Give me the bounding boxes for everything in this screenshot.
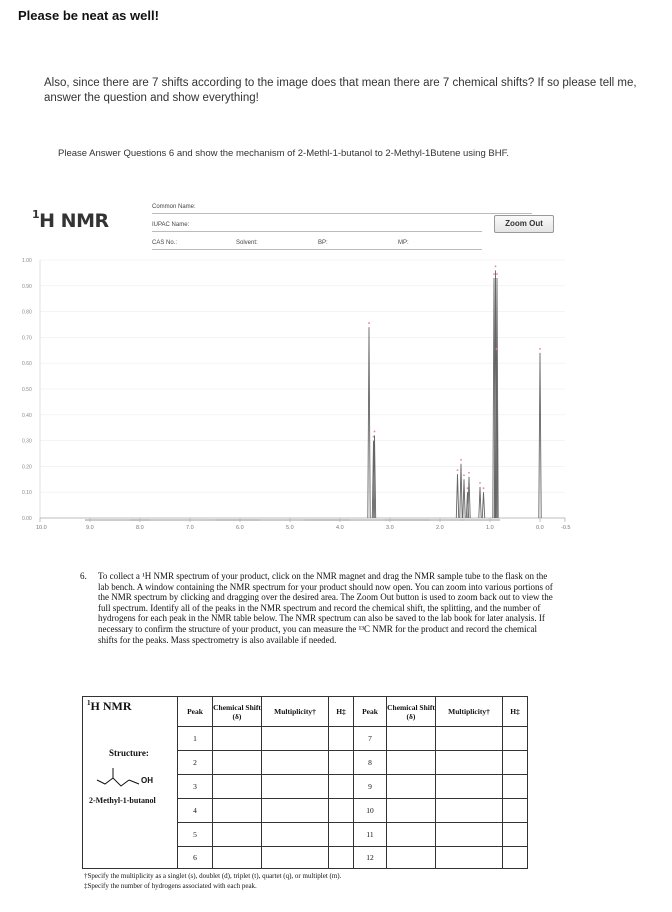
peak-marker bbox=[539, 348, 541, 350]
x-tick-label: 9.0 bbox=[86, 525, 94, 531]
question-6-text: To collect a ¹H NMR spectrum of your product, click on the NMR magnet and drag the NMR sample tube to the flask on the lab bench. A window containing the NMR spectrum for your product should now open. You can zoom into various portions of the NMR spectrum by clicking and dragging over the desired area. The Zoom Out button is used to zoom back out to view the full spectrum. Identify all of the peaks in the NMR spectrum and record the chemical shift, the splitting, and the number of hydrogens for each peak in the NMR table below. The NMR spectrum can also be saved to the lab book for later analysis. If necessary to confirm the structure of your product, you can measure the ¹³C NMR for the product and record the chemical shifts for the peaks. Mass spectrometry is also available if needed. bbox=[98, 571, 553, 645]
shift-cell[interactable] bbox=[213, 727, 262, 751]
structure-cell bbox=[83, 697, 178, 869]
y-tick-label: 0.20 bbox=[22, 464, 32, 471]
spectrum-peak bbox=[463, 479, 465, 518]
multiplicity-cell[interactable] bbox=[436, 799, 503, 823]
common-name-line bbox=[152, 213, 532, 214]
compound-name: 2-Methyl-1-butanol bbox=[89, 796, 156, 805]
h-cell[interactable] bbox=[329, 799, 354, 823]
peak-number: 8 bbox=[354, 751, 387, 775]
question-paragraph: Also, since there are 7 shifts according to the image does that mean there are 7 chemical shifts? If so please tell me, answer the question and show everything! bbox=[44, 77, 637, 104]
x-tick-label: 5.0 bbox=[286, 525, 294, 531]
x-tick-label: 2.0 bbox=[436, 525, 444, 531]
spectrum-peak bbox=[539, 353, 541, 518]
h-cell[interactable] bbox=[503, 727, 528, 751]
table-title bbox=[83, 697, 177, 716]
y-tick-label: 0.40 bbox=[22, 412, 32, 419]
peak-number: 7 bbox=[354, 727, 387, 751]
multiplicity-cell[interactable] bbox=[262, 751, 329, 775]
shift-cell[interactable] bbox=[213, 823, 262, 847]
h-cell[interactable] bbox=[503, 823, 528, 847]
peak-marker bbox=[468, 472, 470, 474]
multiplicity-cell[interactable] bbox=[262, 727, 329, 751]
peak-number: 10 bbox=[354, 799, 387, 823]
spectrum-peak bbox=[368, 327, 370, 518]
peak-number: 6 bbox=[178, 847, 213, 869]
y-tick-label: 0.30 bbox=[22, 438, 32, 445]
x-tick-label: 6.0 bbox=[236, 525, 244, 531]
header-h-left: H‡ bbox=[329, 697, 354, 727]
h-cell[interactable] bbox=[503, 775, 528, 799]
shift-cell[interactable] bbox=[387, 775, 436, 799]
cas-line bbox=[152, 249, 482, 250]
header-multiplicity-left: Multiplicity† bbox=[262, 697, 329, 727]
shift-cell[interactable] bbox=[387, 799, 436, 823]
footnote-hydrogens: ‡Specify the number of hydrogens associated with each peak. bbox=[84, 882, 257, 890]
shift-cell[interactable] bbox=[213, 751, 262, 775]
peak-number: 9 bbox=[354, 775, 387, 799]
bp-label: BP: bbox=[318, 240, 328, 246]
h-cell[interactable] bbox=[329, 727, 354, 751]
y-tick-label: 0.00 bbox=[22, 516, 32, 522]
h-cell[interactable] bbox=[329, 847, 354, 869]
cas-label: CAS No.: bbox=[152, 240, 178, 246]
x-tick-label: 3.0 bbox=[386, 525, 394, 531]
peak-number: 12 bbox=[354, 847, 387, 869]
peak-number: 5 bbox=[178, 823, 213, 847]
shift-cell[interactable] bbox=[387, 727, 436, 751]
nmr-table bbox=[82, 696, 528, 869]
h-cell[interactable] bbox=[329, 823, 354, 847]
spectrum-peaks bbox=[368, 265, 541, 518]
x-tick-label: 4.0 bbox=[336, 525, 344, 531]
nmr-title-text: H NMR bbox=[39, 210, 109, 232]
multiplicity-cell[interactable] bbox=[436, 823, 503, 847]
multiplicity-cell[interactable] bbox=[436, 727, 503, 751]
peak-marker bbox=[496, 348, 498, 350]
multiplicity-cell[interactable] bbox=[436, 751, 503, 775]
peak-number: 2 bbox=[178, 751, 213, 775]
peak-marker bbox=[463, 474, 465, 476]
nmr-title bbox=[32, 210, 109, 232]
chart-grid bbox=[40, 260, 565, 518]
peak-marker bbox=[374, 431, 376, 433]
peak-number: 4 bbox=[178, 799, 213, 823]
x-tick-label: 1.0 bbox=[486, 525, 494, 531]
spectrum-peak bbox=[468, 477, 470, 518]
page-heading: Please be neat as well! bbox=[18, 8, 159, 23]
footnote-multiplicity: †Specify the multiplicity as a singlet (s), doublet (d), triplet (t), quartet (q), or multiplet (m). bbox=[84, 872, 342, 880]
nmr-title-sup: 1 bbox=[32, 208, 40, 221]
header-shift-right: Chemical Shift (δ) bbox=[387, 697, 436, 727]
structure-label: Structure: bbox=[109, 748, 149, 758]
header-h-right: H‡ bbox=[503, 697, 528, 727]
question-6 bbox=[80, 571, 554, 645]
peak-marker bbox=[483, 487, 485, 489]
h-cell[interactable] bbox=[329, 775, 354, 799]
x-tick-label: 8.0 bbox=[136, 525, 144, 531]
y-axis-ticks bbox=[22, 258, 32, 522]
y-tick-label: 1.00 bbox=[22, 258, 32, 264]
spectrum-peak bbox=[479, 487, 481, 518]
zoom-out-button[interactable]: Zoom Out bbox=[494, 215, 554, 233]
x-tick-label: 7.0 bbox=[186, 525, 194, 531]
iupac-name-line bbox=[152, 231, 482, 232]
shift-cell[interactable] bbox=[387, 847, 436, 869]
h-cell[interactable] bbox=[503, 847, 528, 869]
spectrum-peak bbox=[482, 492, 484, 518]
multiplicity-cell[interactable] bbox=[262, 775, 329, 799]
header-peak-left: Peak bbox=[178, 697, 213, 727]
oh-label: OH bbox=[141, 776, 153, 785]
table-title-sup: 1 bbox=[87, 699, 91, 707]
common-name-label: Common Name: bbox=[152, 204, 196, 210]
y-tick-label: 0.80 bbox=[22, 309, 32, 316]
peak-marker bbox=[495, 265, 497, 267]
y-tick-label: 0.50 bbox=[22, 387, 32, 393]
multiplicity-cell[interactable] bbox=[262, 799, 329, 823]
peak-number: 1 bbox=[178, 727, 213, 751]
shift-cell[interactable] bbox=[213, 775, 262, 799]
peak-marker bbox=[496, 273, 498, 275]
spectrum-peak bbox=[460, 464, 462, 518]
header-peak-right: Peak bbox=[354, 697, 387, 727]
header-multiplicity-right: Multiplicity† bbox=[436, 697, 503, 727]
y-tick-label: 0.60 bbox=[22, 361, 32, 368]
y-tick-label: 0.10 bbox=[22, 490, 32, 497]
x-tick-label: 10.0 bbox=[36, 525, 47, 531]
iupac-name-label: IUPAC Name: bbox=[152, 222, 190, 228]
nmr-spectrum-chart[interactable] bbox=[20, 252, 580, 544]
mp-label: MP: bbox=[398, 240, 409, 246]
spectrum-peak bbox=[456, 474, 458, 518]
x-axis-ticks bbox=[36, 518, 570, 531]
multiplicity-cell[interactable] bbox=[262, 847, 329, 869]
shift-cell[interactable] bbox=[387, 823, 436, 847]
multiplicity-cell[interactable] bbox=[436, 847, 503, 869]
peak-marker bbox=[479, 482, 481, 484]
molecule-structure bbox=[83, 764, 177, 794]
peak-number: 11 bbox=[354, 823, 387, 847]
peak-marker bbox=[457, 469, 459, 471]
x-tick-label: 0.0 bbox=[536, 525, 544, 531]
peak-marker bbox=[368, 322, 370, 324]
multiplicity-cell[interactable] bbox=[436, 775, 503, 799]
h-cell[interactable] bbox=[329, 751, 354, 775]
solvent-label: Solvent: bbox=[236, 240, 258, 246]
header-shift-left: Chemical Shift (δ) bbox=[213, 697, 262, 727]
peak-number: 3 bbox=[178, 775, 213, 799]
question-6-number: 6. bbox=[80, 571, 87, 581]
table-title-text: H NMR bbox=[90, 699, 132, 713]
shift-cell[interactable] bbox=[213, 799, 262, 823]
h-cell[interactable] bbox=[503, 751, 528, 775]
peak-marker bbox=[460, 459, 462, 461]
h-cell[interactable] bbox=[503, 799, 528, 823]
y-tick-label: 0.70 bbox=[22, 335, 32, 342]
instruction-paragraph: Please Answer Questions 6 and show the mechanism of 2-Methl-1-butanol to 2-Methyl-1Butene using BHF. bbox=[58, 148, 509, 159]
x-tick-label: -0.5 bbox=[561, 525, 571, 531]
multiplicity-cell[interactable] bbox=[262, 823, 329, 847]
shift-cell[interactable] bbox=[387, 751, 436, 775]
peak-marker bbox=[493, 273, 495, 275]
peak-marker bbox=[467, 487, 469, 489]
y-tick-label: 0.90 bbox=[22, 283, 32, 290]
shift-cell[interactable] bbox=[213, 847, 262, 869]
